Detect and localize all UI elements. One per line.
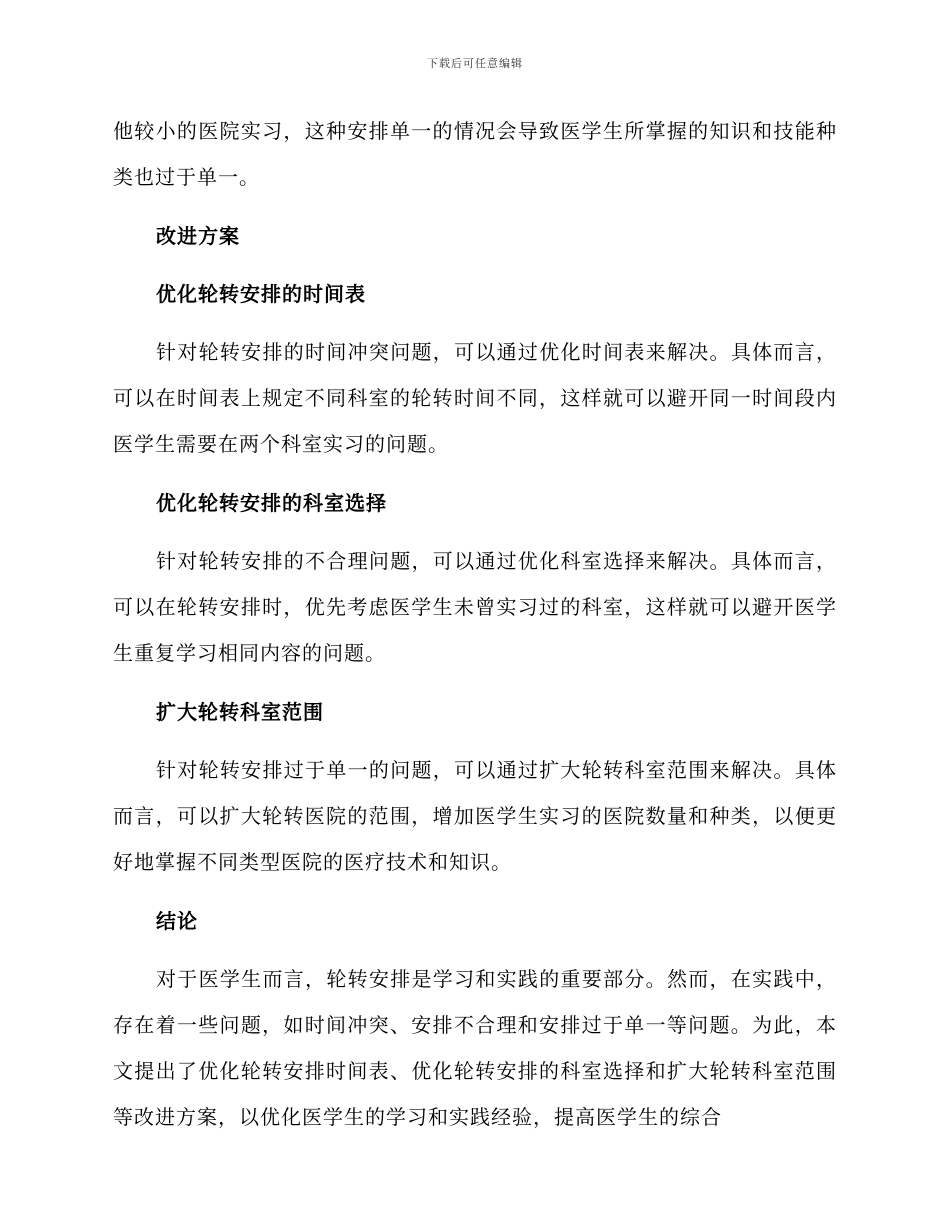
paragraph-expand: 针对轮转安排过于单一的问题，可以通过扩大轮转科室范围来解决。具体而言，可以扩大轮转医院的范围，增加医学生实习的医院数量和种类，以便更好地掌握不同类型医院的医疗技术和知识。 [113,758,837,874]
section-heading-improvement: 改进方案 [156,224,240,248]
subheading-expand: 扩大轮转科室范围 [156,700,324,724]
paragraph-conclusion: 对于医学生而言，轮转安排是学习和实践的重要部分。然而，在实践中，存在着一些问题，如时间冲突、安排不合理和安排过于单一等问题。为此，本文提出了优化轮转安排时间表、优化轮转安排的科室选择和扩大轮转科室范围等改进方案，以优化医学生的学习和实践经验，提高医学生的综合 [113,967,837,1129]
paragraph-department: 针对轮转安排的不合理问题，可以通过优化科室选择来解决。具体而言，可以在轮转安排时，优先考虑医学生未曾实习过的科室，这样就可以避开医学生重复学习相同内容的问题。 [113,549,837,665]
subheading-timetable: 优化轮转安排的时间表 [156,282,366,306]
paragraph-continued: 他较小的医院实习，这种安排单一的情况会导致医学生所掌握的知识和技能种类也过于单一。 [113,119,837,189]
page-header-note: 下载后可任意编辑 [427,57,523,70]
document-body [113,108,837,1153]
subheading-department: 优化轮转安排的科室选择 [156,491,387,515]
section-heading-conclusion: 结论 [156,909,198,933]
paragraph-timetable: 针对轮转安排的时间冲突问题，可以通过优化时间表来解决。具体而言，可以在时间表上规定不同科室的轮转时间不同，这样就可以避开同一时间段内医学生需要在两个科室实习的问题。 [113,340,837,456]
